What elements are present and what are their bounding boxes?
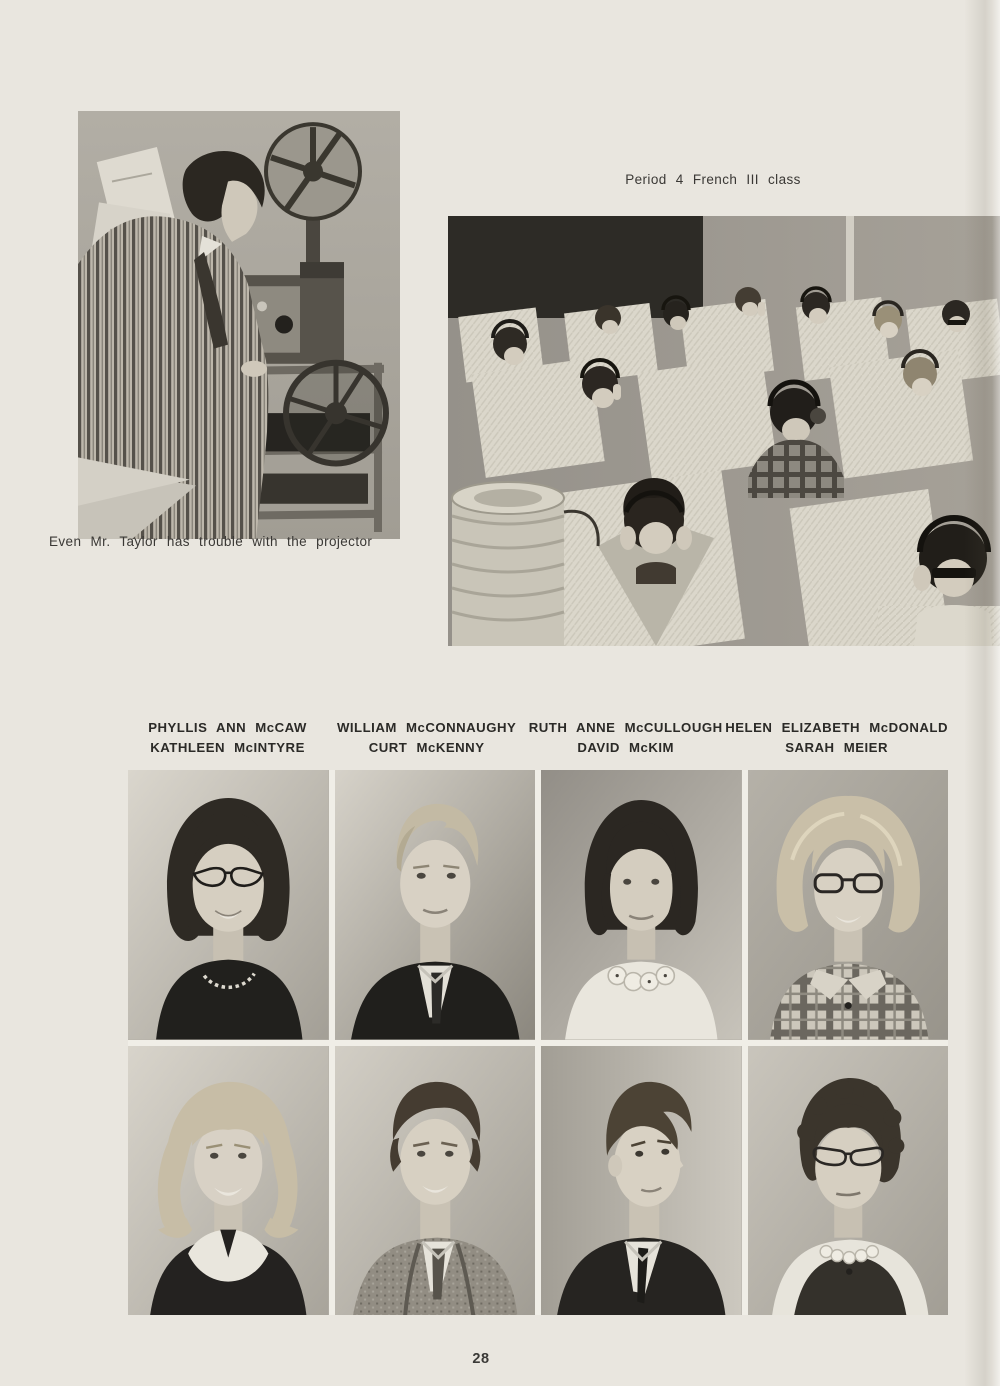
student-name: DAVID McKIM <box>577 739 675 755</box>
portrait-photo-william-mcconnaughy <box>335 770 536 1040</box>
language-lab-art <box>448 216 1000 646</box>
portrait-photo-david-mckim <box>541 1046 742 1316</box>
photo-mr-taylor-projector <box>78 111 400 539</box>
portrait-photo-kathleen-mcintyre <box>128 1046 329 1316</box>
student-name: HELEN ELIZABETH McDONALD <box>725 720 948 735</box>
portrait-photo-helen-elizabeth-mcdonald <box>748 770 949 1040</box>
portrait-photo-curt-mckenny <box>335 1046 536 1316</box>
student-name: SARAH MEIER <box>785 739 889 755</box>
projector-photo-caption: Even Mr. Taylor has trouble with the projector <box>49 534 373 549</box>
student-names-block <box>128 718 948 757</box>
language-lab-caption: Period 4 French III class <box>625 172 801 187</box>
name-column <box>128 718 327 757</box>
student-name: WILLIAM McCONNAUGHY <box>336 720 517 735</box>
photo-language-lab <box>448 216 1000 646</box>
film-reel-top <box>266 124 360 219</box>
portrait-photo-ruth-anne-mccullough <box>541 770 742 1040</box>
name-column <box>526 718 725 757</box>
portrait-photo-phyllis-ann-mccaw <box>128 770 329 1040</box>
projector-photo-art <box>78 111 400 539</box>
film-reel-takeup <box>286 363 386 464</box>
student-name: PHYLLIS ANN McCAW <box>148 720 307 735</box>
portrait-photo-sarah-meier <box>748 1046 949 1316</box>
student-name: CURT McKENNY <box>368 739 485 755</box>
student-name: RUTH ANNE McCULLOUGH <box>528 720 723 735</box>
name-column <box>725 718 948 757</box>
portrait-grid <box>128 770 948 1315</box>
study-carrels-middle <box>471 349 973 480</box>
name-column <box>327 718 526 757</box>
page-number: 28 <box>472 1351 490 1367</box>
student-name: KATHLEEN McINTYRE <box>150 739 305 755</box>
page-edge-shadow <box>964 0 1000 1386</box>
